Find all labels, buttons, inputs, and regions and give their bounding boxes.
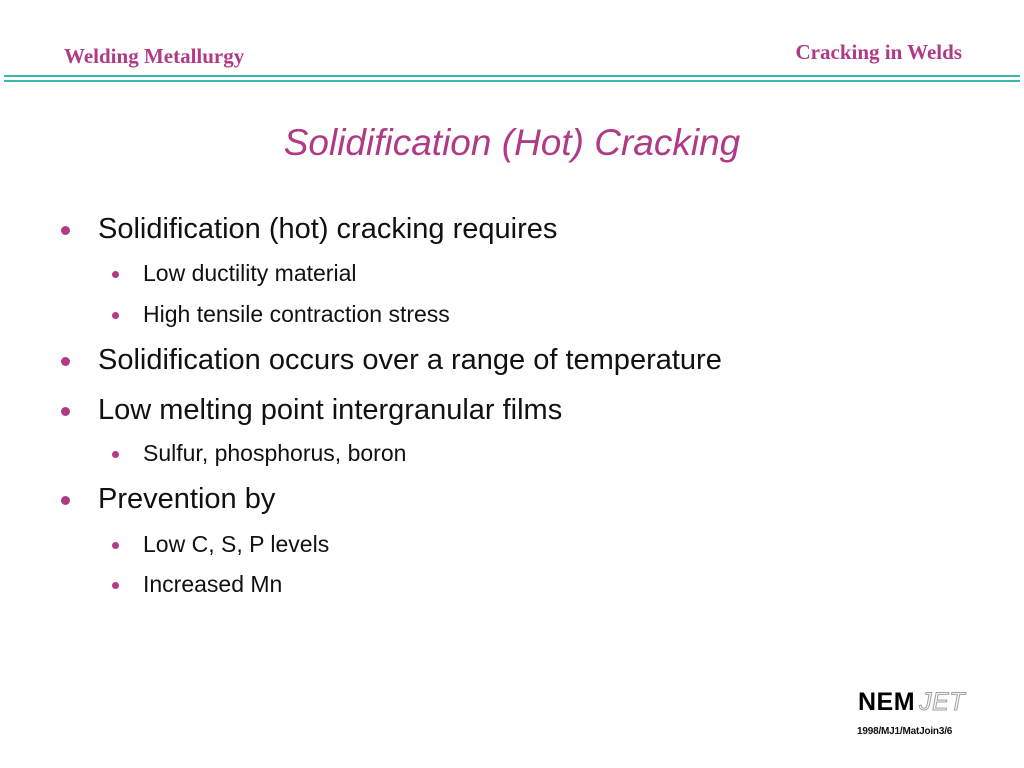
footer-slide-code: 1998/MJ1/MatJoin3/6 [857, 726, 953, 737]
nemjet-logo [858, 690, 965, 715]
bullet-dot-icon [112, 542, 119, 549]
sub-bullet-text: Low ductility material [143, 260, 357, 286]
header-right-title: Cracking in Welds [795, 40, 962, 64]
sub-bullet-item [143, 442, 406, 465]
header-rule-bottom [4, 80, 1020, 82]
logo-nem-text: NEM [858, 688, 916, 716]
sub-bullet-item [143, 533, 329, 556]
sub-bullet-item [143, 262, 356, 285]
bullet-dot-icon [61, 407, 70, 416]
sub-bullet-text: Increased Mn [143, 571, 283, 597]
bullet-text: Low melting point intergranular films [98, 394, 563, 426]
bullet-dot-icon [61, 357, 70, 366]
bullet-dot-icon [112, 312, 119, 319]
bullet-dot-icon [112, 451, 119, 458]
bullet-dot-icon [61, 226, 70, 235]
header-rule-top [4, 75, 1020, 77]
bullet-text: Solidification occurs over a range of temperature [98, 344, 722, 376]
bullet-item [98, 346, 722, 375]
bullet-item [98, 396, 562, 425]
sub-bullet-item [143, 573, 282, 596]
header-left-title: Welding Metallurgy [64, 44, 245, 68]
bullet-text: Prevention by [98, 483, 276, 515]
slide-title: Solidification (Hot) Cracking [283, 122, 741, 163]
bullet-dot-icon [61, 496, 70, 505]
logo-jet-text: JET [919, 688, 966, 716]
sub-bullet-text: Low C, S, P levels [143, 531, 330, 557]
bullet-item [98, 485, 275, 514]
bullet-dot-icon [112, 271, 119, 278]
bullet-text: Solidification (hot) cracking requires [98, 213, 558, 245]
bullet-item [98, 215, 557, 244]
sub-bullet-item [143, 303, 450, 326]
sub-bullet-text: Sulfur, phosphorus, boron [143, 440, 407, 466]
sub-bullet-text: High tensile contraction stress [143, 301, 450, 327]
bullet-dot-icon [112, 582, 119, 589]
